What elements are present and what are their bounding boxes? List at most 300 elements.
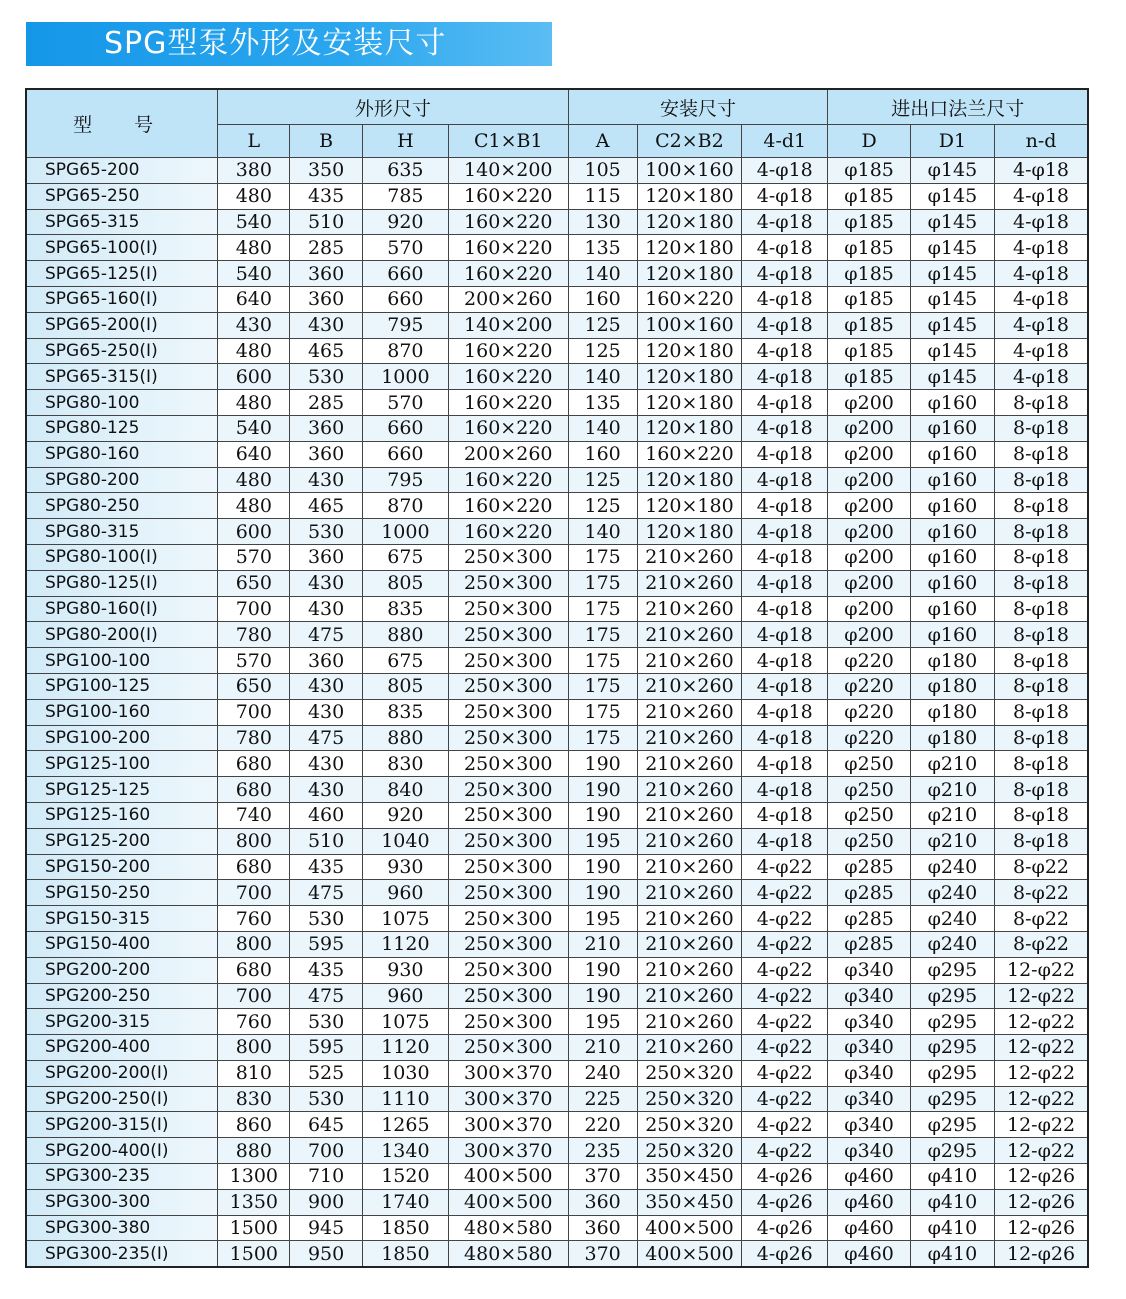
table-row	[26, 777, 1088, 803]
cell-4d1: 4-φ18	[742, 622, 828, 648]
cell-L: 700	[218, 880, 290, 906]
cell-H: 1040	[362, 828, 448, 854]
cell-C1B1: 250×300	[449, 544, 568, 570]
cell-model: SPG200-200(I)	[26, 1060, 218, 1086]
cell-D: φ220	[828, 699, 910, 725]
cell-A: 175	[568, 596, 637, 622]
cell-4d1: 4-φ18	[742, 751, 828, 777]
cell-L: 650	[218, 673, 290, 699]
cell-D: φ185	[828, 286, 910, 312]
cell-D: φ220	[828, 673, 910, 699]
cell-A: 240	[568, 1060, 637, 1086]
cell-A: 175	[568, 544, 637, 570]
cell-nd: 12-φ22	[995, 1060, 1088, 1086]
cell-C2B2: 400×500	[637, 1215, 741, 1241]
cell-B: 360	[290, 648, 362, 674]
cell-D1: φ295	[910, 957, 994, 983]
cell-nd: 4-φ18	[995, 286, 1088, 312]
cell-D1: φ295	[910, 1009, 994, 1035]
table-row	[26, 1164, 1088, 1190]
cell-model: SPG80-200(I)	[26, 622, 218, 648]
cell-L: 680	[218, 777, 290, 803]
table-row	[26, 570, 1088, 596]
cell-H: 1120	[362, 1035, 448, 1061]
cell-L: 380	[218, 158, 290, 184]
cell-nd: 4-φ18	[995, 364, 1088, 390]
cell-4d1: 4-φ22	[742, 931, 828, 957]
cell-C1B1: 250×300	[449, 1035, 568, 1061]
cell-D1: φ210	[910, 751, 994, 777]
cell-D: φ340	[828, 1060, 910, 1086]
cell-4d1: 4-φ18	[742, 158, 828, 184]
cell-L: 480	[218, 235, 290, 261]
cell-H: 1120	[362, 931, 448, 957]
cell-C1B1: 480×580	[449, 1215, 568, 1241]
cell-D1: φ410	[910, 1189, 994, 1215]
table-row	[26, 441, 1088, 467]
cell-C2B2: 210×260	[637, 544, 741, 570]
table-row	[26, 1009, 1088, 1035]
cell-B: 645	[290, 1112, 362, 1138]
cell-L: 800	[218, 828, 290, 854]
cell-model: SPG80-125(I)	[26, 570, 218, 596]
cell-4d1: 4-φ18	[742, 648, 828, 674]
cell-A: 360	[568, 1189, 637, 1215]
cell-D1: φ240	[910, 854, 994, 880]
cell-A: 175	[568, 673, 637, 699]
cell-H: 795	[362, 312, 448, 338]
cell-H: 675	[362, 544, 448, 570]
cell-B: 430	[290, 570, 362, 596]
table-row	[26, 931, 1088, 957]
cell-nd: 8-φ18	[995, 467, 1088, 493]
cell-C2B2: 120×180	[637, 519, 741, 545]
cell-L: 430	[218, 312, 290, 338]
cell-nd: 8-φ18	[995, 699, 1088, 725]
table-row	[26, 1138, 1088, 1164]
cell-B: 595	[290, 1035, 362, 1061]
cell-nd: 12-φ22	[995, 1112, 1088, 1138]
cell-B: 525	[290, 1060, 362, 1086]
cell-D: φ200	[828, 441, 910, 467]
cell-D1: φ410	[910, 1215, 994, 1241]
cell-L: 760	[218, 906, 290, 932]
cell-L: 880	[218, 1138, 290, 1164]
cell-C1B1: 300×370	[449, 1138, 568, 1164]
cell-D: φ285	[828, 880, 910, 906]
cell-H: 1850	[362, 1241, 448, 1267]
table-row	[26, 364, 1088, 390]
cell-B: 475	[290, 983, 362, 1009]
cell-H: 1000	[362, 519, 448, 545]
cell-H: 660	[362, 261, 448, 287]
cell-nd: 4-φ18	[995, 235, 1088, 261]
cell-H: 880	[362, 622, 448, 648]
cell-B: 945	[290, 1215, 362, 1241]
cell-L: 1300	[218, 1164, 290, 1190]
cell-model: SPG65-100(I)	[26, 235, 218, 261]
cell-C1B1: 250×300	[449, 725, 568, 751]
cell-A: 175	[568, 570, 637, 596]
cell-D1: φ295	[910, 1035, 994, 1061]
cell-C1B1: 160×220	[449, 493, 568, 519]
cell-model: SPG100-200	[26, 725, 218, 751]
cell-D1: φ240	[910, 931, 994, 957]
cell-A: 190	[568, 880, 637, 906]
cell-A: 125	[568, 493, 637, 519]
cell-4d1: 4-φ18	[742, 364, 828, 390]
cell-nd: 8-φ18	[995, 390, 1088, 416]
cell-A: 195	[568, 1009, 637, 1035]
cell-A: 160	[568, 441, 637, 467]
cell-C1B1: 160×220	[449, 261, 568, 287]
cell-D1: φ145	[910, 286, 994, 312]
cell-B: 460	[290, 802, 362, 828]
cell-D1: φ160	[910, 390, 994, 416]
cell-model: SPG65-315(I)	[26, 364, 218, 390]
cell-model: SPG300-235	[26, 1164, 218, 1190]
cell-D1: φ145	[910, 261, 994, 287]
cell-D: φ200	[828, 596, 910, 622]
cell-D: φ185	[828, 158, 910, 184]
cell-model: SPG65-160(I)	[26, 286, 218, 312]
cell-D: φ185	[828, 209, 910, 235]
cell-C1B1: 250×300	[449, 957, 568, 983]
cell-A: 175	[568, 622, 637, 648]
cell-4d1: 4-φ18	[742, 183, 828, 209]
cell-A: 125	[568, 312, 637, 338]
cell-H: 1340	[362, 1138, 448, 1164]
table-row	[26, 802, 1088, 828]
cell-nd: 12-φ22	[995, 1138, 1088, 1164]
cell-B: 900	[290, 1189, 362, 1215]
cell-C2B2: 250×320	[637, 1138, 741, 1164]
table-row	[26, 622, 1088, 648]
page-title: SPG型泵外形及安装尺寸	[26, 22, 552, 66]
cell-B: 350	[290, 158, 362, 184]
cell-4d1: 4-φ26	[742, 1189, 828, 1215]
cell-C1B1: 160×220	[449, 209, 568, 235]
cell-L: 700	[218, 596, 290, 622]
cell-D: φ185	[828, 338, 910, 364]
cell-C1B1: 250×300	[449, 854, 568, 880]
cell-C1B1: 250×300	[449, 828, 568, 854]
cell-nd: 8-φ18	[995, 519, 1088, 545]
cell-D: φ285	[828, 931, 910, 957]
cell-nd: 12-φ22	[995, 983, 1088, 1009]
cell-C1B1: 250×300	[449, 648, 568, 674]
cell-nd: 8-φ22	[995, 854, 1088, 880]
cell-D: φ185	[828, 364, 910, 390]
cell-model: SPG125-160	[26, 802, 218, 828]
cell-B: 530	[290, 906, 362, 932]
col-header-C1B1: C1×B1	[449, 125, 568, 158]
cell-B: 360	[290, 286, 362, 312]
cell-D: φ460	[828, 1189, 910, 1215]
cell-B: 430	[290, 467, 362, 493]
cell-B: 700	[290, 1138, 362, 1164]
cell-nd: 12-φ26	[995, 1241, 1088, 1267]
cell-D: φ340	[828, 1086, 910, 1112]
cell-C1B1: 250×300	[449, 596, 568, 622]
cell-D1: φ145	[910, 209, 994, 235]
cell-nd: 12-φ26	[995, 1164, 1088, 1190]
cell-L: 540	[218, 415, 290, 441]
cell-4d1: 4-φ18	[742, 261, 828, 287]
cell-nd: 8-φ18	[995, 570, 1088, 596]
cell-model: SPG100-160	[26, 699, 218, 725]
table-body	[26, 158, 1088, 1268]
cell-B: 430	[290, 596, 362, 622]
cell-D: φ185	[828, 312, 910, 338]
cell-H: 795	[362, 467, 448, 493]
cell-H: 870	[362, 338, 448, 364]
cell-C1B1: 250×300	[449, 570, 568, 596]
cell-C2B2: 120×180	[637, 390, 741, 416]
cell-4d1: 4-φ22	[742, 1086, 828, 1112]
cell-4d1: 4-φ26	[742, 1241, 828, 1267]
cell-B: 285	[290, 235, 362, 261]
cell-A: 175	[568, 725, 637, 751]
cell-model: SPG150-200	[26, 854, 218, 880]
cell-B: 435	[290, 183, 362, 209]
cell-H: 1075	[362, 906, 448, 932]
cell-H: 930	[362, 854, 448, 880]
cell-model: SPG300-300	[26, 1189, 218, 1215]
cell-B: 710	[290, 1164, 362, 1190]
table-row	[26, 467, 1088, 493]
cell-B: 530	[290, 364, 362, 390]
cell-B: 530	[290, 1009, 362, 1035]
cell-L: 680	[218, 751, 290, 777]
cell-D1: φ210	[910, 777, 994, 803]
cell-L: 810	[218, 1060, 290, 1086]
cell-D: φ250	[828, 802, 910, 828]
cell-nd: 12-φ22	[995, 957, 1088, 983]
cell-L: 640	[218, 441, 290, 467]
cell-4d1: 4-φ22	[742, 1009, 828, 1035]
cell-C2B2: 210×260	[637, 725, 741, 751]
cell-C1B1: 300×370	[449, 1060, 568, 1086]
table-row	[26, 906, 1088, 932]
cell-A: 140	[568, 519, 637, 545]
cell-4d1: 4-φ22	[742, 983, 828, 1009]
table-row	[26, 1241, 1088, 1267]
cell-nd: 8-φ18	[995, 751, 1088, 777]
cell-C2B2: 100×160	[637, 312, 741, 338]
cell-L: 600	[218, 519, 290, 545]
cell-C1B1: 250×300	[449, 1009, 568, 1035]
cell-C1B1: 250×300	[449, 880, 568, 906]
cell-A: 195	[568, 828, 637, 854]
cell-C1B1: 160×220	[449, 415, 568, 441]
cell-A: 370	[568, 1241, 637, 1267]
table-row	[26, 286, 1088, 312]
cell-D: φ185	[828, 183, 910, 209]
cell-A: 125	[568, 467, 637, 493]
cell-H: 660	[362, 415, 448, 441]
cell-H: 840	[362, 777, 448, 803]
cell-D1: φ160	[910, 441, 994, 467]
cell-model: SPG80-250	[26, 493, 218, 519]
cell-4d1: 4-φ18	[742, 544, 828, 570]
cell-C1B1: 160×220	[449, 364, 568, 390]
cell-model: SPG125-125	[26, 777, 218, 803]
cell-H: 835	[362, 596, 448, 622]
table-row	[26, 312, 1088, 338]
cell-L: 540	[218, 209, 290, 235]
group-header-flange: 进出口法兰尺寸	[828, 89, 1088, 125]
cell-C2B2: 210×260	[637, 1035, 741, 1061]
cell-C1B1: 160×220	[449, 338, 568, 364]
cell-H: 920	[362, 802, 448, 828]
cell-nd: 8-φ18	[995, 777, 1088, 803]
cell-H: 1030	[362, 1060, 448, 1086]
cell-H: 830	[362, 751, 448, 777]
cell-C2B2: 120×180	[637, 493, 741, 519]
cell-nd: 8-φ18	[995, 725, 1088, 751]
cell-L: 650	[218, 570, 290, 596]
cell-A: 160	[568, 286, 637, 312]
cell-H: 960	[362, 880, 448, 906]
cell-4d1: 4-φ22	[742, 854, 828, 880]
cell-L: 570	[218, 648, 290, 674]
cell-D1: φ210	[910, 828, 994, 854]
cell-nd: 8-φ18	[995, 648, 1088, 674]
cell-4d1: 4-φ18	[742, 828, 828, 854]
col-header-D: D	[828, 125, 910, 158]
cell-A: 140	[568, 364, 637, 390]
cell-nd: 8-φ22	[995, 906, 1088, 932]
cell-D: φ220	[828, 648, 910, 674]
cell-L: 480	[218, 467, 290, 493]
cell-D1: φ160	[910, 622, 994, 648]
cell-C2B2: 210×260	[637, 596, 741, 622]
cell-C1B1: 250×300	[449, 622, 568, 648]
col-header-B: B	[290, 125, 362, 158]
cell-D: φ340	[828, 957, 910, 983]
cell-C1B1: 300×370	[449, 1112, 568, 1138]
cell-C1B1: 250×300	[449, 802, 568, 828]
cell-C2B2: 210×260	[637, 880, 741, 906]
cell-L: 680	[218, 957, 290, 983]
cell-L: 640	[218, 286, 290, 312]
cell-A: 190	[568, 957, 637, 983]
table-row	[26, 235, 1088, 261]
cell-D1: φ180	[910, 673, 994, 699]
cell-model: SPG65-125(I)	[26, 261, 218, 287]
cell-nd: 12-φ26	[995, 1189, 1088, 1215]
cell-L: 1500	[218, 1215, 290, 1241]
cell-L: 480	[218, 390, 290, 416]
cell-A: 130	[568, 209, 637, 235]
cell-D: φ200	[828, 544, 910, 570]
cell-4d1: 4-φ22	[742, 1035, 828, 1061]
cell-A: 190	[568, 983, 637, 1009]
cell-4d1: 4-φ18	[742, 415, 828, 441]
cell-B: 360	[290, 544, 362, 570]
cell-B: 430	[290, 751, 362, 777]
cell-L: 600	[218, 364, 290, 390]
cell-nd: 8-φ18	[995, 622, 1088, 648]
cell-D: φ460	[828, 1241, 910, 1267]
cell-model: SPG65-250	[26, 183, 218, 209]
cell-nd: 4-φ18	[995, 261, 1088, 287]
cell-D: φ340	[828, 1112, 910, 1138]
table-row	[26, 1060, 1088, 1086]
cell-H: 1265	[362, 1112, 448, 1138]
cell-C1B1: 300×370	[449, 1086, 568, 1112]
cell-H: 870	[362, 493, 448, 519]
cell-L: 680	[218, 854, 290, 880]
cell-H: 1075	[362, 1009, 448, 1035]
cell-B: 530	[290, 1086, 362, 1112]
table-row	[26, 673, 1088, 699]
cell-4d1: 4-φ18	[742, 673, 828, 699]
cell-B: 430	[290, 312, 362, 338]
table-row	[26, 880, 1088, 906]
cell-D1: φ145	[910, 364, 994, 390]
cell-D1: φ240	[910, 880, 994, 906]
cell-A: 370	[568, 1164, 637, 1190]
cell-C2B2: 210×260	[637, 622, 741, 648]
cell-B: 465	[290, 338, 362, 364]
cell-model: SPG300-235(I)	[26, 1241, 218, 1267]
table-row	[26, 1189, 1088, 1215]
cell-4d1: 4-φ18	[742, 390, 828, 416]
cell-D1: φ180	[910, 699, 994, 725]
cell-4d1: 4-φ22	[742, 1112, 828, 1138]
cell-model: SPG80-100	[26, 390, 218, 416]
cell-nd: 8-φ18	[995, 493, 1088, 519]
cell-B: 435	[290, 957, 362, 983]
cell-C1B1: 400×500	[449, 1164, 568, 1190]
cell-B: 510	[290, 209, 362, 235]
cell-A: 190	[568, 777, 637, 803]
cell-D: φ200	[828, 519, 910, 545]
cell-C2B2: 210×260	[637, 751, 741, 777]
cell-D: φ200	[828, 467, 910, 493]
cell-L: 830	[218, 1086, 290, 1112]
cell-L: 480	[218, 183, 290, 209]
cell-4d1: 4-φ22	[742, 1138, 828, 1164]
cell-B: 475	[290, 880, 362, 906]
table-row	[26, 519, 1088, 545]
table-row	[26, 338, 1088, 364]
cell-C2B2: 120×180	[637, 209, 741, 235]
cell-B: 430	[290, 777, 362, 803]
cell-A: 115	[568, 183, 637, 209]
cell-D: φ340	[828, 1138, 910, 1164]
cell-L: 780	[218, 622, 290, 648]
cell-nd: 8-φ18	[995, 596, 1088, 622]
cell-C2B2: 210×260	[637, 983, 741, 1009]
cell-C2B2: 210×260	[637, 1009, 741, 1035]
cell-model: SPG100-100	[26, 648, 218, 674]
table-row	[26, 183, 1088, 209]
cell-C2B2: 210×260	[637, 828, 741, 854]
table-row	[26, 699, 1088, 725]
table-row	[26, 1086, 1088, 1112]
cell-A: 105	[568, 158, 637, 184]
cell-D1: φ410	[910, 1241, 994, 1267]
cell-D1: φ410	[910, 1164, 994, 1190]
cell-model: SPG65-315	[26, 209, 218, 235]
cell-C2B2: 400×500	[637, 1241, 741, 1267]
cell-L: 800	[218, 1035, 290, 1061]
cell-H: 660	[362, 286, 448, 312]
cell-D: φ200	[828, 493, 910, 519]
